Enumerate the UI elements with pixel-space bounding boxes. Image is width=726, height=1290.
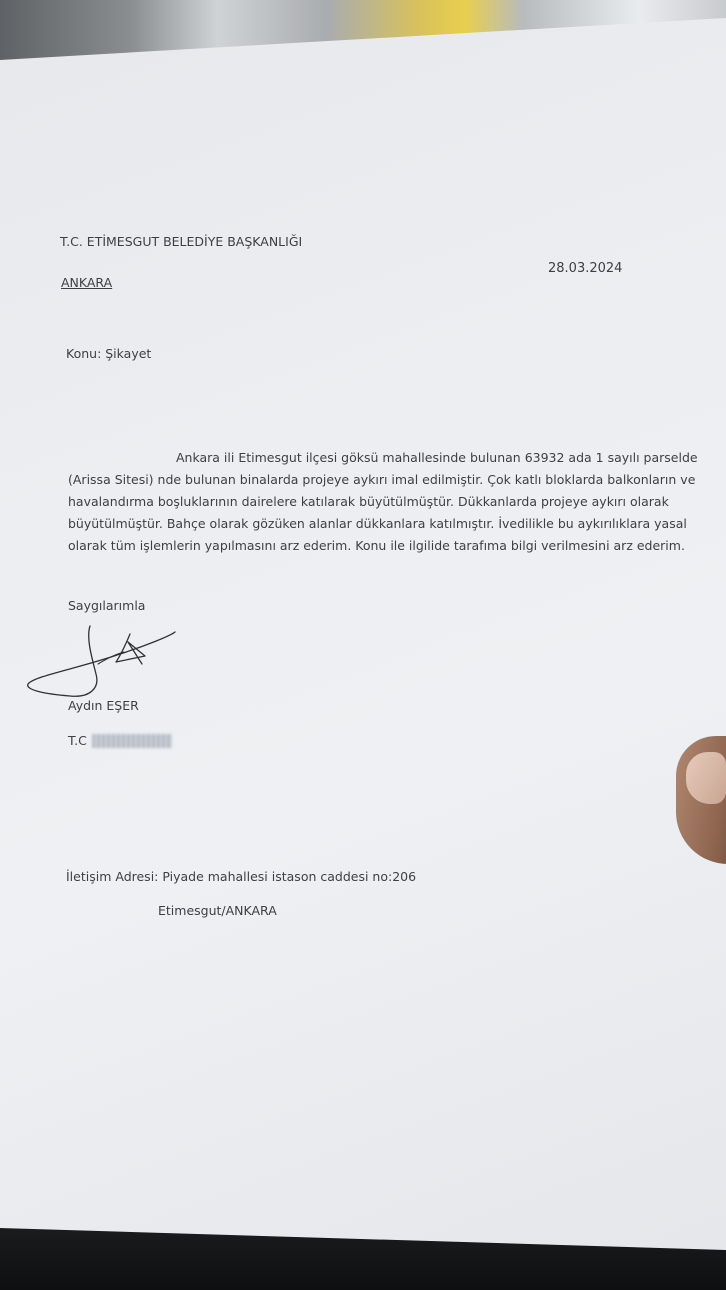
recipient-heading: T.C. ETİMESGUT BELEDİYE BAŞKANLIĞI [60,234,303,249]
body-line: havalandırma boşluklarının dairelere katılarak büyütülmüştür. Dükkanlarda projeye aykırı olarak [68,494,669,509]
closing-salutation: Saygılarımla [68,598,146,613]
recipient-city: ANKARA [61,275,113,290]
handwritten-signature [20,618,190,708]
signer-name: Aydın EŞER [68,698,139,713]
id-label: T.C [68,733,87,748]
redacted-id-number [92,734,172,748]
letter-subject: Konu: Şikayet [66,346,152,361]
body-line: (Arissa Sitesi) nde bulunan binalarda projeye aykırı imal edilmiştir. Çok katlı bloklarda balkonların ve [68,472,696,487]
address-city: Etimesgut/ANKARA [158,903,277,918]
letter-date: 28.03.2024 [548,261,623,276]
body-line: olarak tüm işlemlerin yapılmasını arz ederim. Konu ile ilgilide tarafıma bilgi verilmesini arz ederim. [68,538,685,553]
body-line: büyütülmüştür. Bahçe olarak gözüken alanlar dükkanlara katılmıştır. İvedilikle bu aykırılıklara yasal [68,516,687,531]
body-line: Ankara ili Etimesgut ilçesi göksü mahallesinde bulunan 63932 ada 1 sayılı parselde [176,450,698,465]
thumb-nail [686,752,726,804]
contact-address: İletişim Adresi: Piyade mahallesi istason caddesi no:206 [66,869,417,884]
